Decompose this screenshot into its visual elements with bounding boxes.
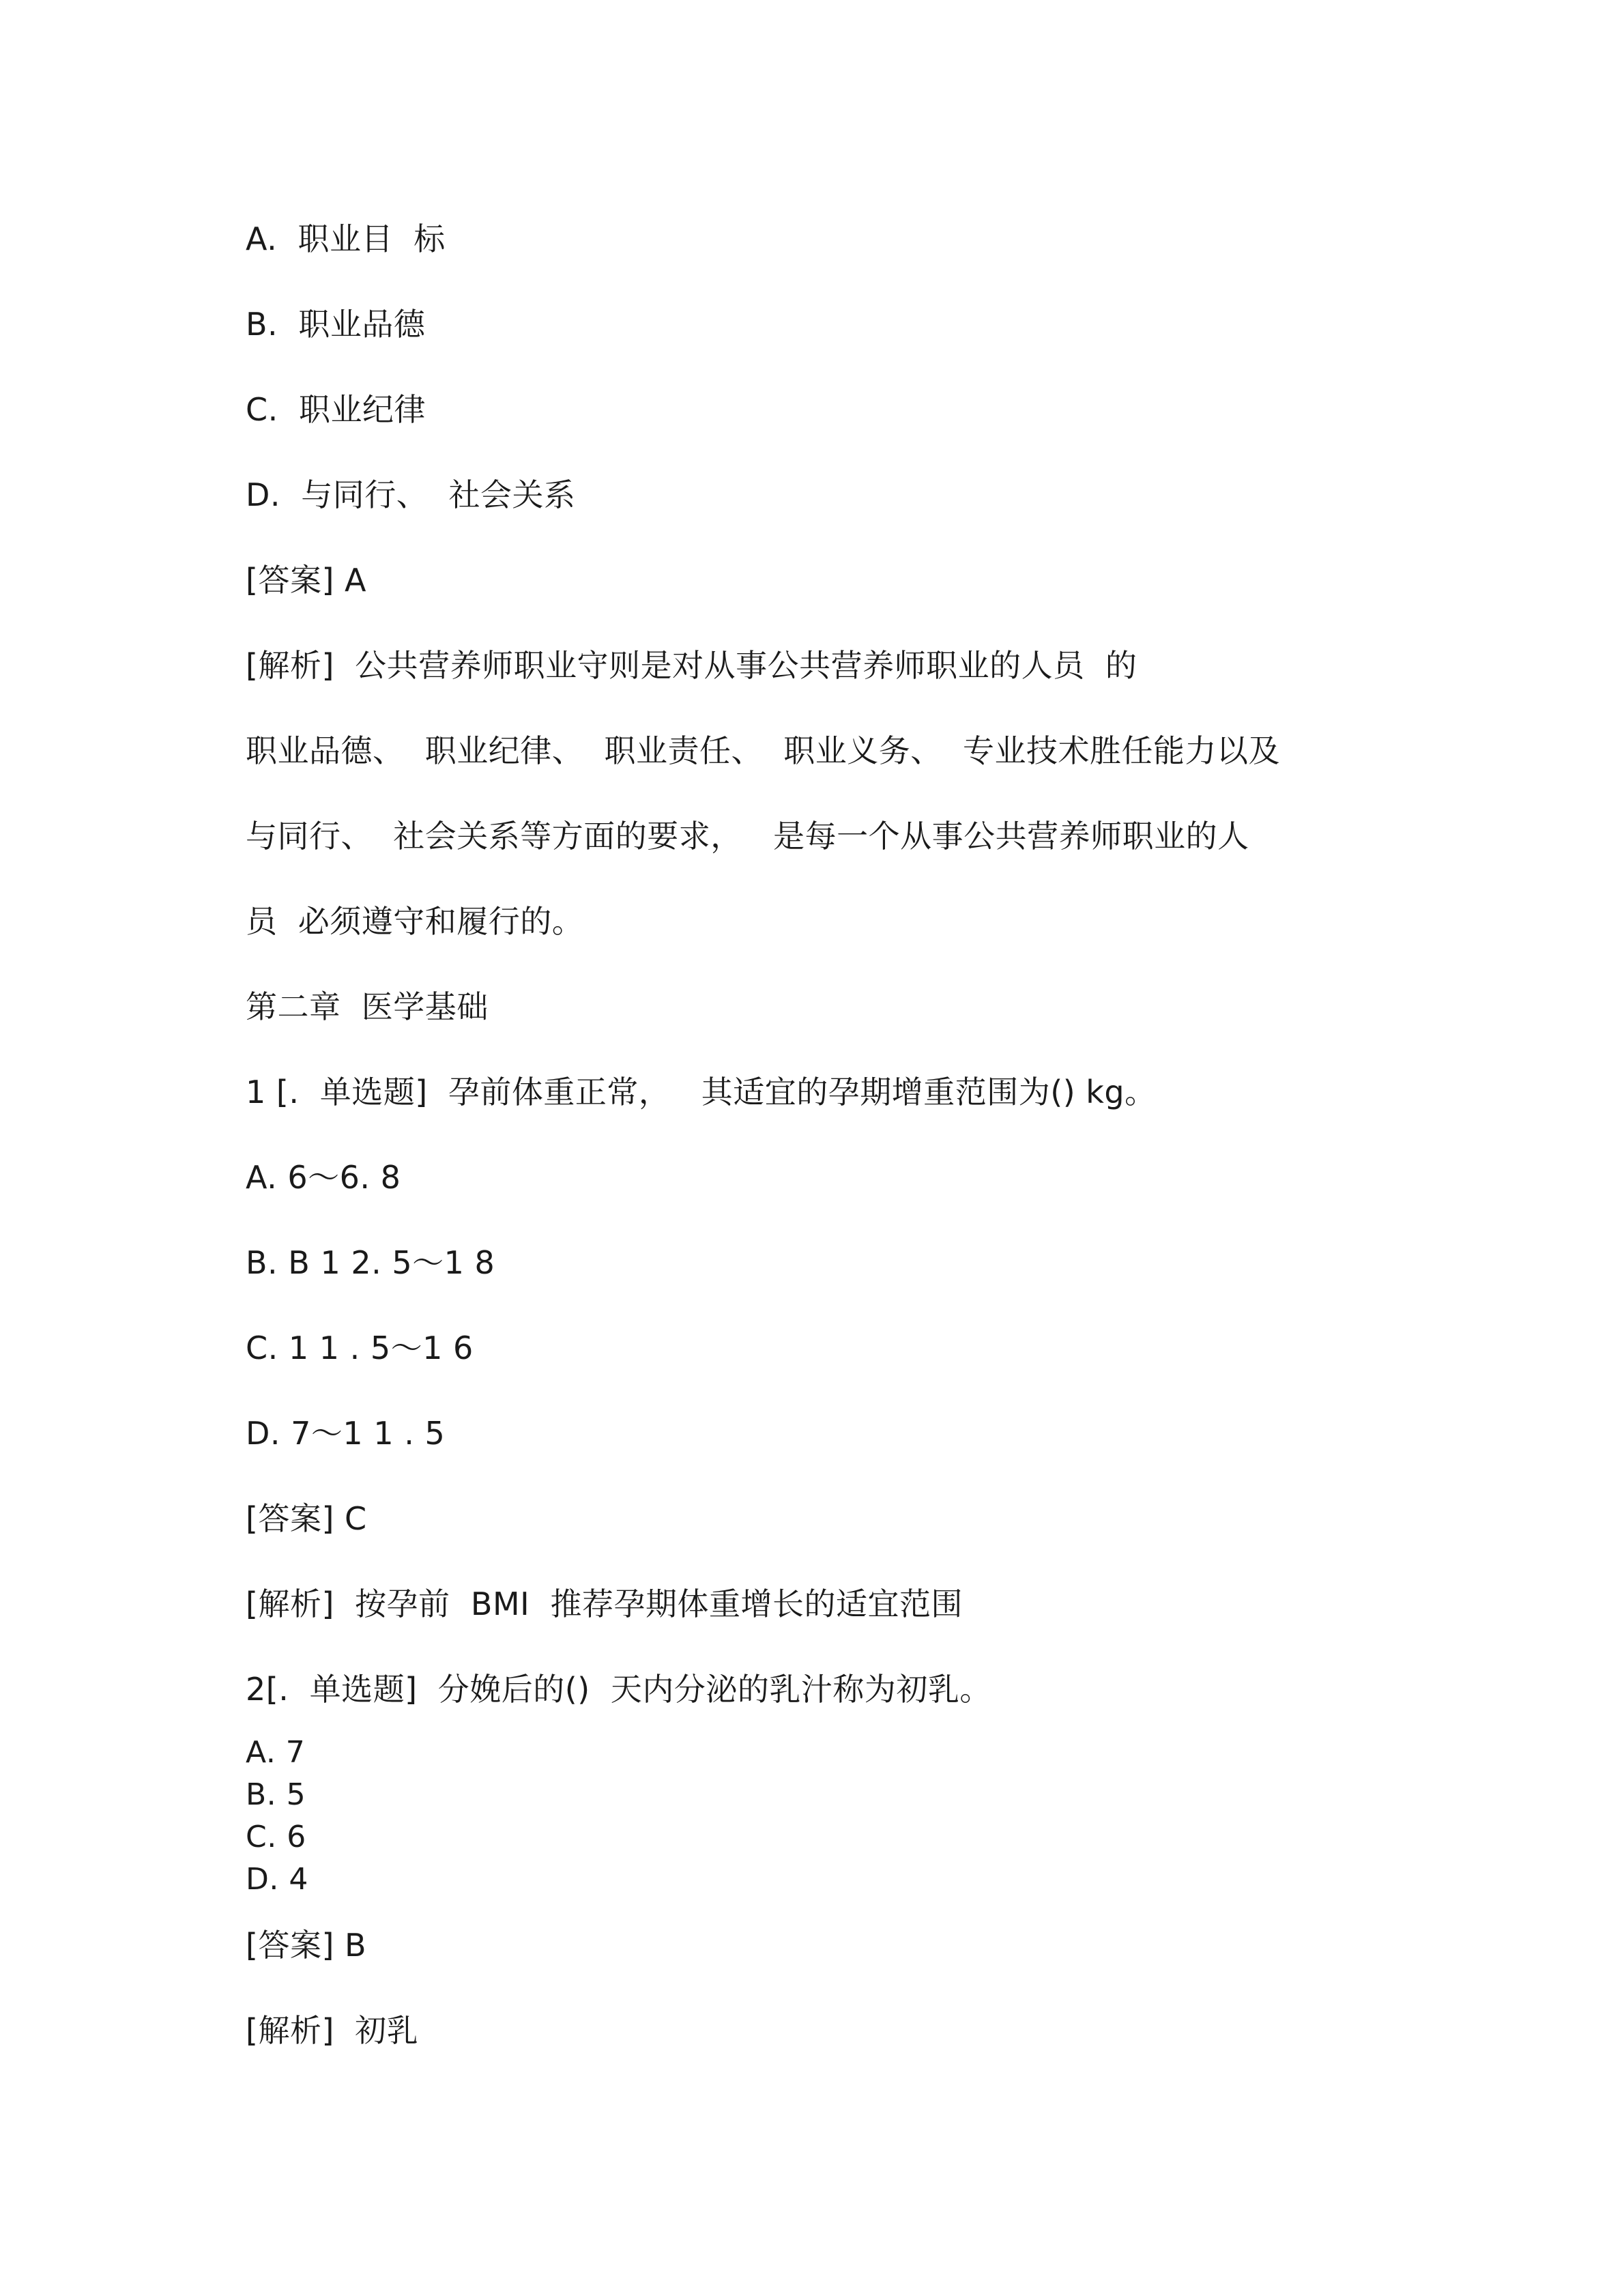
answer-line: [答案] A: [246, 562, 366, 599]
question-2-option-b: B. 5: [246, 1777, 306, 1812]
question-1-option-d: D. 7～1 1 . 5: [246, 1415, 446, 1452]
explanation-line-2: 职业品德、 职业纪律、 职业责任、 职业义务、 专业技术胜任能力以及: [246, 732, 1280, 769]
question-2-option-d: D. 4: [246, 1862, 308, 1897]
question-1-explanation: [解析] 按孕前 BMI 推荐孕期体重增长的适宜范围: [246, 1585, 963, 1622]
question-1-option-b: B. B 1 2. 5～1 8: [246, 1244, 495, 1281]
question-1-option-c: C. 1 1 . 5～1 6: [246, 1330, 474, 1366]
question-1-option-a: A. 6～6. 8: [246, 1159, 401, 1196]
question-2-option-a: A. 7: [246, 1735, 306, 1770]
question-2-answer: [答案] B: [246, 1927, 367, 1964]
question-1-stem: 1 [. 单选题] 孕前体重正常， 其适宜的孕期增重范围为() kg。: [246, 1074, 1157, 1110]
question-2-stem: 2[. 单选题] 分娩后的() 天内分泌的乳汁称为初乳。: [246, 1671, 991, 1708]
option-c: C. 职业纪律: [246, 391, 426, 428]
explanation-line-4: 员 必须遵守和履行的。: [246, 903, 584, 940]
question-2-option-c: C. 6: [246, 1820, 306, 1854]
option-d: D. 与同行、 社会关系: [246, 476, 576, 513]
question-1-answer: [答案] C: [246, 1500, 367, 1537]
explanation-line-1: [解析] 公共营养师职业守则是对从事公共营养师职业的人员 的: [246, 647, 1137, 684]
option-a: A. 职业目 标: [246, 220, 446, 257]
explanation-line-3: 与同行、 社会关系等方面的要求， 是每一个从事公共营养师职业的人: [246, 818, 1249, 855]
option-b: B. 职业品德: [246, 306, 426, 343]
chapter-title: 第二章 医学基础: [246, 988, 489, 1025]
question-2-explanation: [解析] 初乳: [246, 2012, 419, 2049]
